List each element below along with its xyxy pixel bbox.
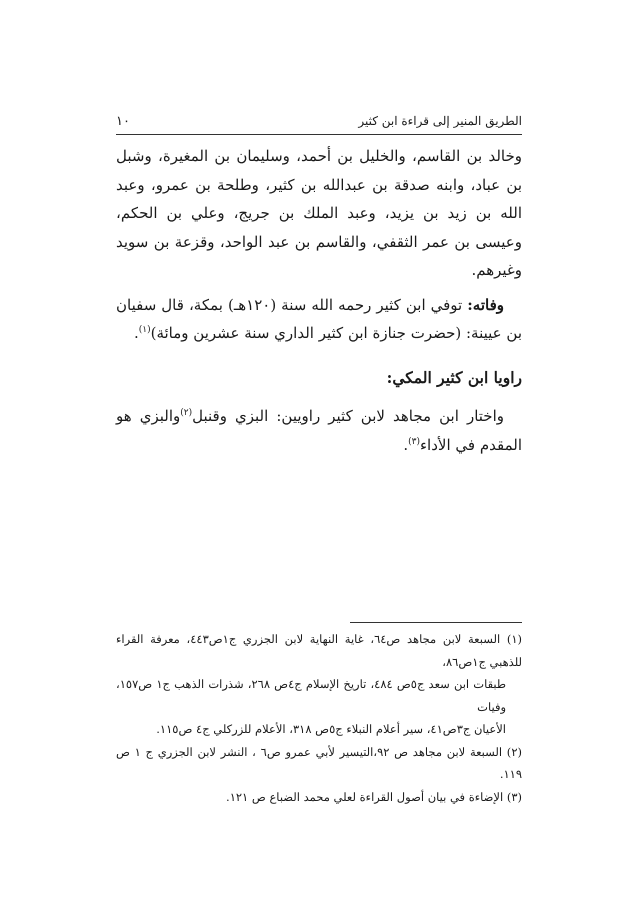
footnote-1-line-1: (١) السبعة لابن مجاهد ص٦٤، غاية النهاية لابن الجزري ج١ص٤٤٣، معرفة القراء للذهبي ج١ص٨٦، [116,632,522,669]
footnote-3: (٣) الإضاءة في بيان أصول القراءة لعلي محمد الضباع ص ١٢١. [226,789,522,804]
footnote-ref-1: (١) [138,325,151,335]
running-header [116,112,522,134]
death-end: . [133,324,139,342]
header-title: الطريق المنير إلى قراءة ابن كثير [358,114,522,128]
paragraph-narrators [116,402,522,459]
paragraph-death [116,291,522,348]
narrators-text-b: والبزي هو المقدم في الأداء [116,407,522,454]
footnote-ref-2: (٢) [180,408,193,418]
footnote-2: (٢) السبعة لابن مجاهد ص ٩٢،التيسير لأبي عمرو ص٦ ، النشر لابن الجزري ج ١ ص ١١٩. [116,744,522,781]
header-divider [116,134,522,135]
narrators-text-a: واختار ابن مجاهد لابن كثير راويين: البزي وقنبل [192,407,504,425]
section-heading: راويا ابن كثير المكي: [386,367,522,387]
footnote-ref-3: (٣) [408,436,420,447]
footnote-1-line-2: طبقات ابن سعد ج٥ص ٤٨٤، تاريخ الإسلام ج٤ص ٢٦٨، شذرات الذهب ج١ ص١٥٧، وفيات [116,677,507,714]
footnote-1-line-3: الأعيان ج٣ص٤١، سير أعلام النبلاء ج٥ص ٣١٨، الأعلام للزركلي ج٤ ص١١٥. [156,722,506,736]
body-text [116,142,522,459]
footnotes [116,628,522,808]
paragraph-students: وخالد بن القاسم، والخليل بن أحمد، وسليمان بن المغيرة، وشبل بن عباد، وابنه صدقة بن عبدالله بن كثير، وطلحة بن عمرو، وعبد الله بن زيد بن يزيد، وعبد الملك بن جريج، وعلي بن الحكم، وعيسى بن عمر الثقفي، والقاسم بن عبد الواحد، وقزعة بن سويد وغيرهم. [116,147,522,279]
page-number: ١٠ [116,114,130,129]
death-label: وفاته: [467,295,504,314]
footnote-divider [350,622,522,623]
narrators-end: . [403,435,409,454]
death-text: توفي ابن كثير رحمه الله سنة (١٢٠هـ) بمكة، قال سفيان بن عيينة: (حضرت جنازة ابن كثير الداري سنة عشرين ومائة) [116,295,522,342]
